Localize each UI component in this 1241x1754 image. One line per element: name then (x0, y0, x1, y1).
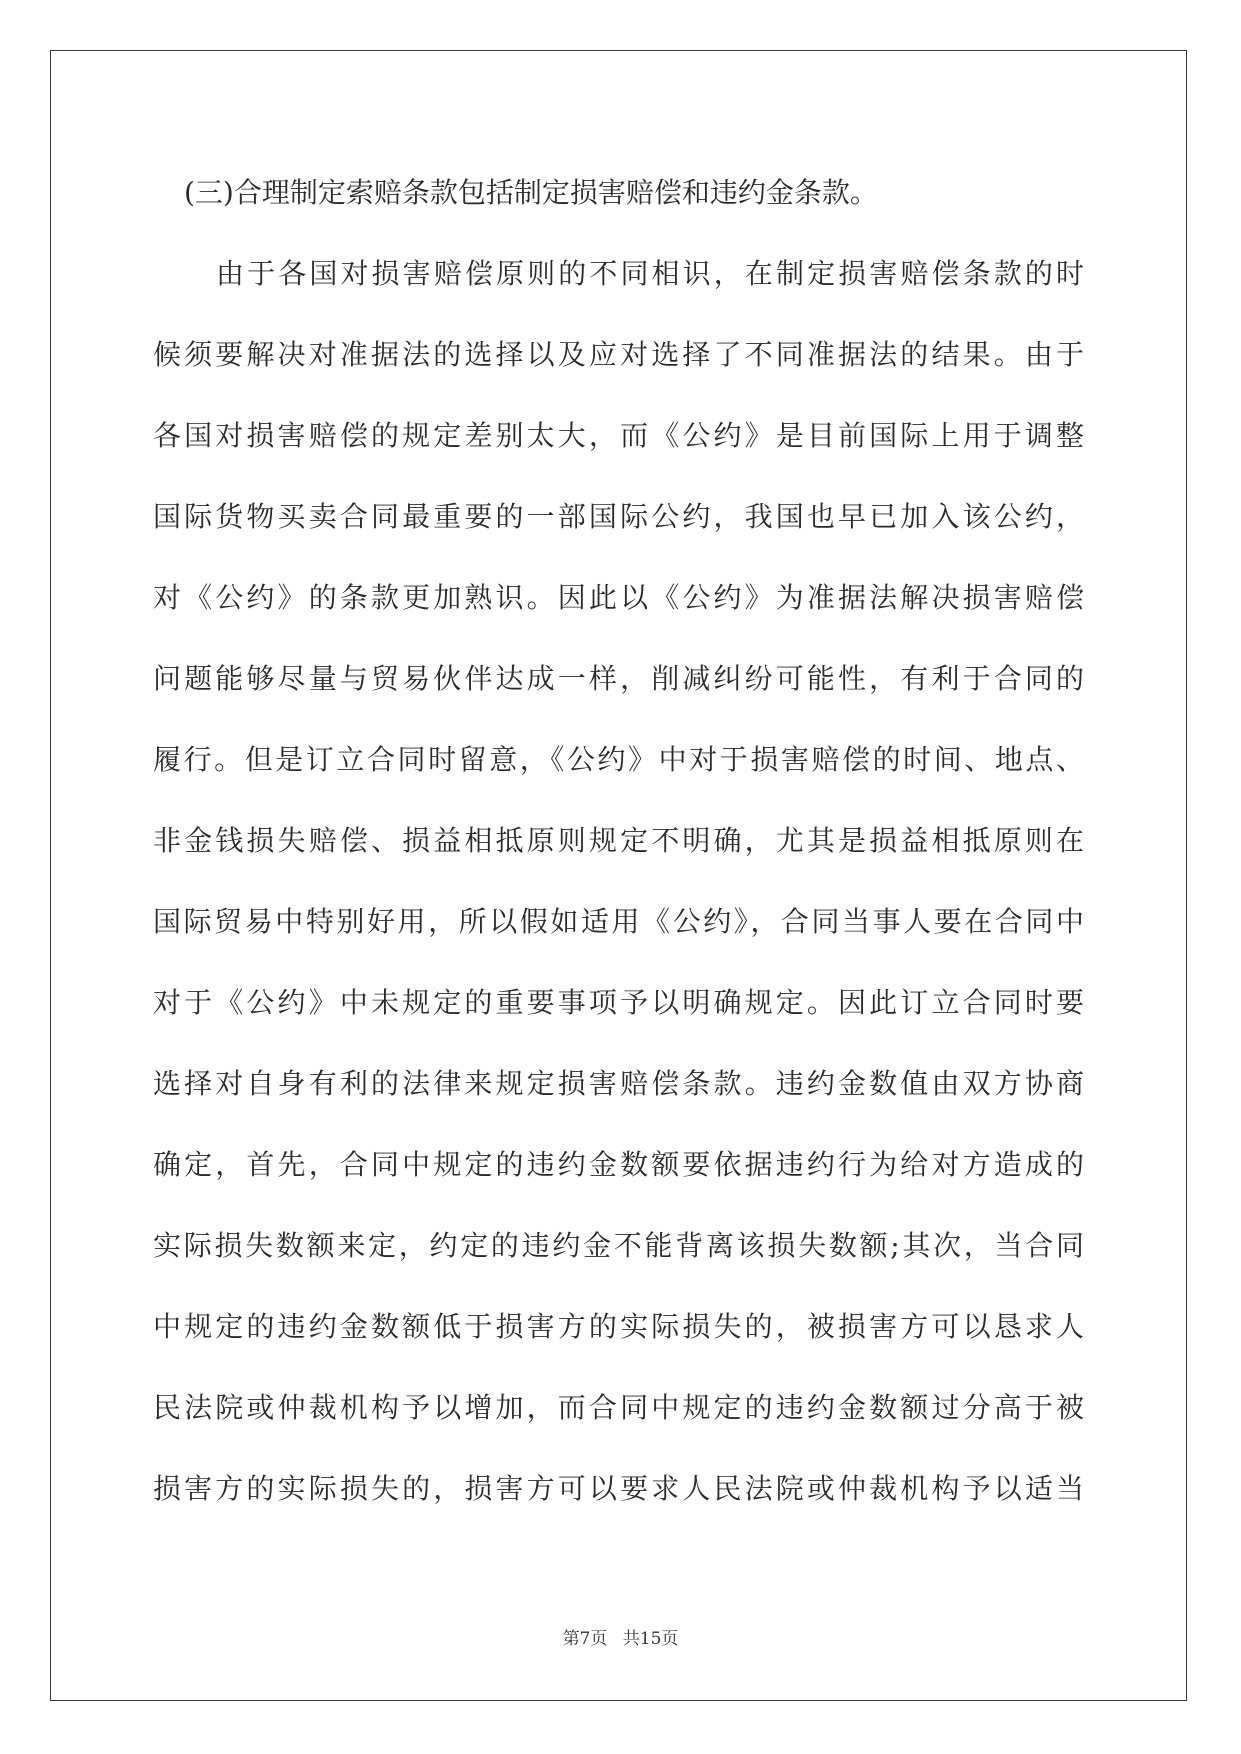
paragraph-line: 选择对自身有利的法律来规定损害赔偿条款。违约金数值由双方协商 (153, 1067, 1084, 1100)
paragraph-line: 非金钱损失赔偿、损益相抵原则规定不明确，尤其是损益相抵原则在 (153, 824, 1084, 857)
paragraph-line: 国际贸易中特别好用，所以假如适用《公约》，合同当事人要在合同中 (153, 905, 1084, 938)
paragraph-line: 对于《公约》中未规定的重要事项予以明确规定。因此订立合同时要 (153, 986, 1084, 1019)
paragraph-line: 确定，首先，合同中规定的违约金数额要依据违约行为给对方造成的 (153, 1148, 1084, 1181)
paragraph-line: 中规定的违约金数额低于损害方的实际损失的，被损害方可以恳求人 (153, 1310, 1084, 1343)
paragraph-first-line: 由于各国对损害赔偿原则的不同相识，在制定损害赔偿条款的时 (216, 257, 1084, 290)
paragraph-line: 实际损失数额来定，约定的违约金不能背离该损失数额;其次，当合同 (153, 1229, 1084, 1262)
paragraph-line: 国际货物买卖合同最重要的一部国际公约，我国也早已加入该公约， (153, 500, 1084, 533)
paragraph-line: 各国对损害赔偿的规定差别太大，而《公约》是目前国际上用于调整 (153, 419, 1084, 452)
paragraph-line: 履行。但是订立合同时留意，《公约》中对于损害赔偿的时间、地点、 (153, 743, 1084, 776)
paragraph-line: 损害方的实际损失的，损害方可以要求人民法院或仲裁机构予以适当 (153, 1472, 1084, 1505)
paragraph-line: 候须要解决对准据法的选择以及应对选择了不同准据法的结果。由于 (153, 338, 1084, 371)
document-body (153, 152, 1084, 1529)
paragraph-line: 民法院或仲裁机构予以增加，而合同中规定的违约金数额过分高于被 (153, 1391, 1084, 1424)
section-heading-line: (三)合理制定索赔条款包括制定损害赔偿和违约金条款。 (184, 176, 878, 209)
paragraph-line: 对《公约》的条款更加熟识。因此以《公约》为准据法解决损害赔偿 (153, 581, 1084, 614)
page-number-footer: 第7页 共15页 (562, 1629, 679, 1649)
paragraph-line: 问题能够尽量与贸易伙伴达成一样，削减纠纷可能性，有利于合同的 (153, 662, 1084, 695)
